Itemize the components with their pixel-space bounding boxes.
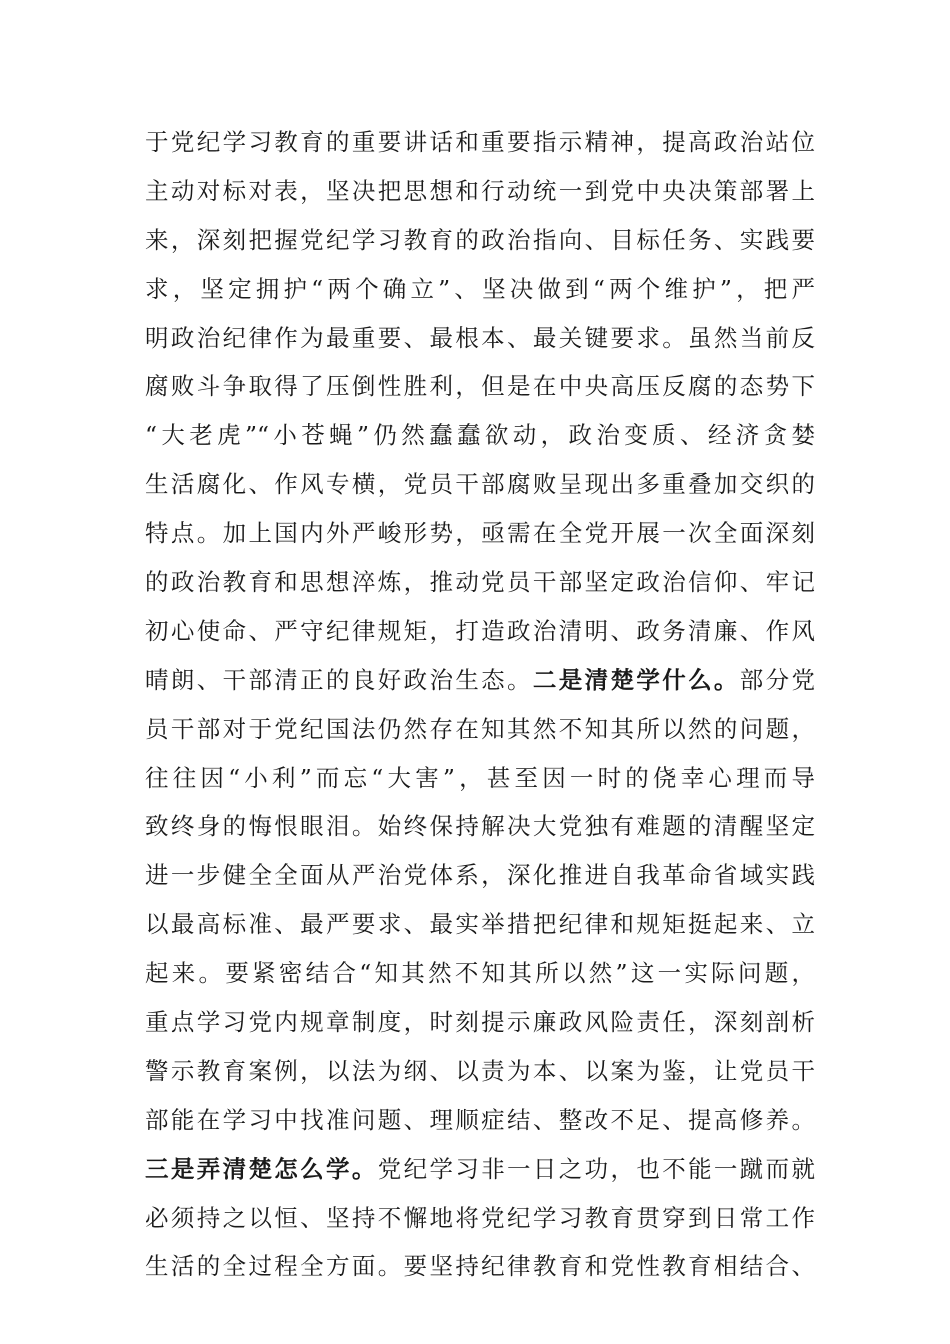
text-line bbox=[145, 1242, 815, 1291]
paragraph-text: 往往因“小利”而忘“大害”，甚至因一时的侥幸心理而导 bbox=[145, 763, 815, 792]
paragraph-text: 必须持之以恒、坚持不懈地将党纪学习教育贯穿到日常工作 bbox=[145, 1203, 815, 1232]
text-line bbox=[145, 998, 815, 1047]
text-line bbox=[145, 216, 815, 265]
paragraph-text: 致终身的悔恨眼泪。始终保持解决大党独有难题的清醒坚定 bbox=[145, 812, 815, 841]
text-line bbox=[145, 558, 815, 607]
text-line bbox=[145, 509, 815, 558]
text-line bbox=[145, 314, 815, 363]
bold-heading-text: 三是弄清楚怎么学。 bbox=[145, 1154, 378, 1183]
paragraph-text: 警示教育案例，以法为纲、以责为本、以案为鉴，让党员干 bbox=[145, 1056, 815, 1085]
paragraph-text: 党纪学习非一日之功，也不能一蹴而就 bbox=[377, 1154, 816, 1183]
text-line bbox=[145, 411, 815, 460]
bold-heading-text: 二是清楚学什么。 bbox=[532, 665, 740, 694]
body-text bbox=[145, 118, 815, 1291]
paragraph-text: 求，坚定拥护“两个确立”、坚决做到“两个维护”，把严 bbox=[145, 274, 815, 303]
text-line bbox=[145, 607, 815, 656]
paragraph-text: 生活的全过程全方面。要坚持纪律教育和党性教育相结合、 bbox=[145, 1252, 815, 1281]
text-line bbox=[145, 1145, 815, 1194]
text-line bbox=[145, 949, 815, 998]
paragraph-text: 于党纪学习教育的重要讲话和重要指示精神，提高政治站位 bbox=[145, 128, 815, 156]
paragraph-text: 主动对标对表，坚决把思想和行动统一到党中央决策部署上 bbox=[145, 176, 815, 205]
paragraph-text: 来，深刻把握党纪学习教育的政治指向、目标任务、实践要 bbox=[145, 225, 815, 254]
paragraph-text: 腐败斗争取得了压倒性胜利，但是在中央高压反腐的态势下 bbox=[145, 372, 815, 401]
paragraph-text: 晴朗、干部清正的良好政治生态。 bbox=[145, 665, 533, 694]
paragraph-text: 的政治教育和思想淬炼，推动党员干部坚定政治信仰、牢记 bbox=[145, 568, 815, 597]
text-line bbox=[145, 167, 815, 216]
text-line bbox=[145, 362, 815, 411]
text-line bbox=[145, 900, 815, 949]
text-line bbox=[145, 851, 815, 900]
text-line bbox=[145, 754, 815, 803]
text-line bbox=[145, 118, 815, 167]
text-line bbox=[145, 265, 815, 314]
paragraph-text: 部分党 bbox=[739, 665, 816, 694]
paragraph-text: 重点学习党内规章制度，时刻提示廉政风险责任，深刻剖析 bbox=[145, 1008, 815, 1037]
text-line bbox=[145, 656, 815, 705]
paragraph-text: 起来。要紧密结合“知其然不知其所以然”这一实际问题， bbox=[145, 959, 815, 988]
paragraph-text: 初心使命、严守纪律规矩，打造政治清明、政务清廉、作风 bbox=[145, 616, 815, 645]
paragraph-text: 员干部对于党纪国法仍然存在知其然不知其所以然的问题， bbox=[145, 714, 815, 743]
text-line bbox=[145, 705, 815, 754]
paragraph-text: 以最高标准、最严要求、最实举措把纪律和规矩挺起来、立 bbox=[145, 910, 815, 939]
paragraph-text: 生活腐化、作风专横，党员干部腐败呈现出多重叠加交织的 bbox=[145, 470, 815, 499]
paragraph-text: “大老虎”“小苍蝇”仍然蠢蠢欲动，政治变质、经济贪婪 bbox=[145, 421, 815, 450]
paragraph-text: 特点。加上国内外严峻形势，亟需在全党开展一次全面深刻 bbox=[145, 519, 815, 548]
paragraph-text: 部能在学习中找准问题、理顺症结、整改不足、提高修养。 bbox=[145, 1105, 815, 1134]
text-line bbox=[145, 802, 815, 851]
paragraph-text: 明政治纪律作为最重要、最根本、最关键要求。虽然当前反 bbox=[145, 323, 815, 352]
text-line bbox=[145, 1047, 815, 1096]
text-line bbox=[145, 1194, 815, 1243]
text-line bbox=[145, 1096, 815, 1145]
paragraph-text: 进一步健全全面从严治党体系，深化推进自我革命省域实践 bbox=[145, 861, 815, 890]
text-line bbox=[145, 460, 815, 509]
